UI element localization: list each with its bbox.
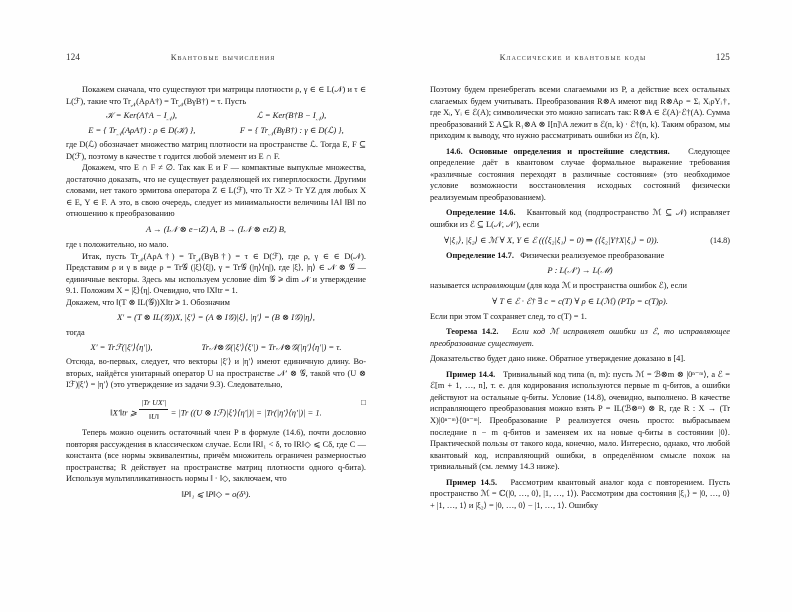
emphasis: исправляющим <box>471 281 525 291</box>
theorem-head: Теорема 14.2. <box>446 327 499 337</box>
display-equation-final: ‖X′‖tr ⩾ $\frac{\text{|Tr UX′|}}{‖U‖}$ = |Tr ((U ⊗ Iℱ)|ξ′⟩⟨η′|)| = |Tr(|η′⟩⟨η′|)| = 1. □ <box>110 397 366 421</box>
eq-Xp2-a: X′ = Trℱ(|ξ′⟩⟨η′|), <box>90 341 153 352</box>
paragraph: Поэтому будем пренебрегать всеми слагаемыми из P, а действие всех остальных слагаемых будем учитывать. Преобразования R⊗A имеют вид R⊗Aρ = Σᵢ XᵢρYᵢ†, где Xᵢ, Yᵢ ∈ ℰ(A); символически это можно записать так: R⊗A ∈ ℰ(A)·ℰ†(A). Сумма преобразований Σ A⊆k R₁⊗A ⊗ I[n]\A лежит в ℰ(n, k) · ℰ†(n, k). Таким образом, мы приходим к выводу, что нужно рассматривать ошибки из ℰ(n, k). <box>430 85 730 141</box>
right-column-body <box>430 84 730 511</box>
left-column-body <box>66 84 366 501</box>
theorem-14-2 <box>430 326 730 349</box>
eq-K: 𝒦 = Ker(A†A − $I_𝒩$), <box>105 110 178 123</box>
display-equation-kernels <box>66 110 366 122</box>
section-number: 14.6. <box>446 146 463 156</box>
paragraph: Теперь можно оценить остаточный член P в формуле (14.6), почти дословно повторяя рассуждения в классическом случае. Если ‖R‖₁ < δ, то ‖R‖◇ ⩽ Cδ, где C — константа (все нормы эквивалентны, причём множитель ограничен размерностью пространства; R действует на пространстве матриц плотности одного q-бита). Используя мультипликативность нормы ‖ · ‖◇, заключаем, что <box>66 428 366 484</box>
display-equation-EF <box>66 125 366 137</box>
display-equation-AB: A → (I𝒩 ⊗ e−ιZ) A, B → (I𝒩 ⊗ eιZ) B, <box>145 224 287 235</box>
example-head: Пример 14.4. <box>446 369 496 379</box>
theorem-text: Если код ℳ исправляет ошибки из ℰ, то исправляющее преобразование существует. <box>430 327 730 348</box>
paragraph: Докажем, что E ∩ F ≠ ∅. Так как E и F — компактные выпуклые множества, достаточно доказать, что не существует разделяющей их гиперплоскости. Другими словами, нет такого эрмитова оператора Z ∈ L(ℱ), что Tr XZ > Tr YZ для любых X ∈ E, Y ∈ F. А это, в свою очередь, следует из минимальности величины ‖A‖ ‖B‖ по отношению к преобразованию <box>66 163 366 219</box>
equation-number: (14.8) <box>710 235 730 245</box>
example-14-4 <box>430 369 730 473</box>
display-equation-P-map: P : L(𝒩′) → L(ℳ) <box>547 265 613 276</box>
display-equation-P-norm: ‖P‖₁ ⩽ ‖P‖◇ = o(δᵏ). <box>181 488 251 499</box>
page-right <box>396 0 792 612</box>
eq-L: ℒ = Ker(B†B − $I_𝒩$), <box>256 110 327 123</box>
definition-14-7 <box>430 250 730 262</box>
section-14-6 <box>430 146 730 204</box>
paragraph: тогда <box>66 328 85 338</box>
display-equation-Xprime: X′ = (T ⊗ IL(𝒢))X, |ξ′⟩ = (A ⊗ I𝒢)|ξ⟩, |η′⟩ = (B ⊗ I𝒢)|η⟩, <box>117 312 315 323</box>
paragraph: Докажем, что ‖(T ⊗ IL(𝒢))X‖tr ⩾ 1. Обозначим <box>66 297 230 307</box>
running-title-right: Классические и квантовые коды <box>499 52 647 62</box>
paragraph: Доказательство будет дано ниже. Обратное утверждение доказано в [4]. <box>430 354 686 364</box>
folio-left: 124 <box>66 52 81 62</box>
running-head-right <box>430 52 730 66</box>
display-equation-14-8: ∀|ξ₁⟩, |ξ₂⟩ ∈ ℳ ∀ X, Y ∈ ℰ ((⟨ξ₂|ξ₁⟩ = 0) ⇒ (⟨ξ₂|Y†X|ξ₁⟩ = 0)). (14.8) <box>444 234 730 245</box>
paragraph: где D(ℒ) обозначает множество матриц плотности на пространстве ℒ. Тогда E, F ⊆ D(ℱ), поэтому в качестве τ годится любой элемент из E ∩ F. <box>66 140 366 161</box>
paragraph: Итак, пусть $Tr_𝒩(A\rho A\dagger)$ = $Tr_𝒩(B\gamma B\dagger) = \tau$ ∈ D(ℱ), где ρ, γ ∈ ∈ D(𝒩). Представим ρ и γ в виде ρ = Tr𝒢 (|ξ⟩⟨ξ|), γ = Tr𝒢 (|η⟩⟨η|), где |ξ⟩, |η⟩ ∈ 𝒩 ⊗ 𝒢 — единичные векторы. Здесь мы используем условие dim 𝒢 ⩾ dim 𝒩 и утверждение 9.1. Положим X = |ξ⟩⟨η|. Очевидно, что ‖X‖tr = 1. <box>66 251 366 296</box>
eq-Xp2-b: Tr𝒩⊗𝒢(|ξ′⟩⟨ξ′|) = Tr𝒩⊗𝒢(|η′⟩⟨η′|) = τ. <box>201 341 342 352</box>
running-head-left <box>66 52 366 66</box>
qed-symbol: □ <box>361 397 366 407</box>
eq-F: F = { $Tr_𝒩(B\gamma B\dagger)$ : γ ∈ D(ℒ) }, <box>239 124 344 138</box>
paragraph: Если при этом T сохраняет след, то c(T) = 1. <box>430 311 587 321</box>
example-text: Тривиальный код типа (n, m): пусть ℳ = ℬ⊗m ⊗ |0ⁿ⁻ᵐ⟩, а ℰ = ℰ[m + 1, …, n], т. е. для кодирования используются первые m q-битов, а ошибки действуют на остальные q-биты. Условие (14.8), очевидно, выполнено. В качестве исправляющего преобразования можно взять P = IL(ℬ⊗ᵐ) ⊗ R, где R : X → (Tr X)|0ⁿ⁻ᵐ⟩⟨0ⁿ⁻ᵐ|. Преобразование P реализуется очень просто: выбрасываем последние n − m q-битов и заменяем их на новые q-биты в состоянии |0⟩. Практической пользы от такого кода, конечно, мало. Интересно, однако, что любой квантовый код, исправляющий ошибки, в определённом смысле похож на тривиальный (см. лемму 14.3 ниже). <box>430 369 730 472</box>
section-title: Основные определения и простейшие следствия. <box>468 146 670 156</box>
definition-text: Квантовый код (подпространство ℳ ⊆ 𝒩) исправляет ошибки из ℰ ⊆ L(𝒩, 𝒩′), если <box>430 208 730 230</box>
paragraph: Покажем сначала, что существуют три матрицы плотности ρ, γ ∈ ∈ L(𝒩) и τ ∈ L(ℱ), такие что $Tr_𝒩(A\rho A\dagger)$ = $Tr_𝒩(B\gamma B\dagger) = \tau$. Пусть <box>66 85 366 109</box>
definition-14-6 <box>430 207 730 230</box>
display-equation-Xprime2 <box>66 342 366 354</box>
folio-right: 125 <box>715 52 730 62</box>
example-head: Пример 14.5. <box>446 477 498 487</box>
eq-E: E = { $Tr_𝒩(A\rho A\dagger)$ : ρ ∈ D(𝒦) }, <box>88 124 196 138</box>
paragraph: называется исправляющим (для кода ℳ и пространства ошибок ℰ), если <box>430 281 687 291</box>
display-equation-T: ∀ T ∈ ℰ · ℰ† ∃ c = c(T) ∀ ρ ∈ L(ℳ) (PTρ = c(T)ρ). <box>492 295 668 306</box>
definition-head: Определение 14.6. <box>446 208 516 218</box>
example-text: Рассмотрим квантовый аналог кода с повторением. Пусть пространство ℳ = ℂ(|0, …, 0⟩, |1, …, 1⟩). Рассмотрим два состояния |ξ₁⟩ = |0, …, 0⟩ + |1, …, 1⟩ и |ξ₂⟩ = |0, …, 0⟩ − |1, …, 1⟩. Ошибку <box>430 477 730 510</box>
fraction: $\frac{\text{|Tr UX′|}}{‖U‖}$ <box>141 397 167 421</box>
definition-text: Физически реализуемое преобразование <box>520 250 665 260</box>
definition-head: Определение 14.7. <box>446 250 514 260</box>
paragraph: где ι положительно, но мало. <box>66 240 169 250</box>
section-text: Следующее определение даёт в квантовом случае формальное выражение требования «различные состояния переходят в различные состояния» (это необходимое условие возможности восстановления исходных состояний физически реализуемым преобразованием). <box>430 146 730 202</box>
paragraph: Отсюда, во-первых, следует, что векторы |ξ′⟩ и |η′⟩ имеют единичную длину. Во-вторых, найдётся унитарный оператор U на пространстве 𝒩′ ⊗ 𝒢, такой что (U ⊗ Iℱ)|ξ′⟩ = |η′⟩ (это утверждение из задачи 9.3). Следовательно, <box>66 357 366 390</box>
example-14-5 <box>430 477 730 512</box>
running-title-left: квантовые вычисления <box>170 52 276 62</box>
